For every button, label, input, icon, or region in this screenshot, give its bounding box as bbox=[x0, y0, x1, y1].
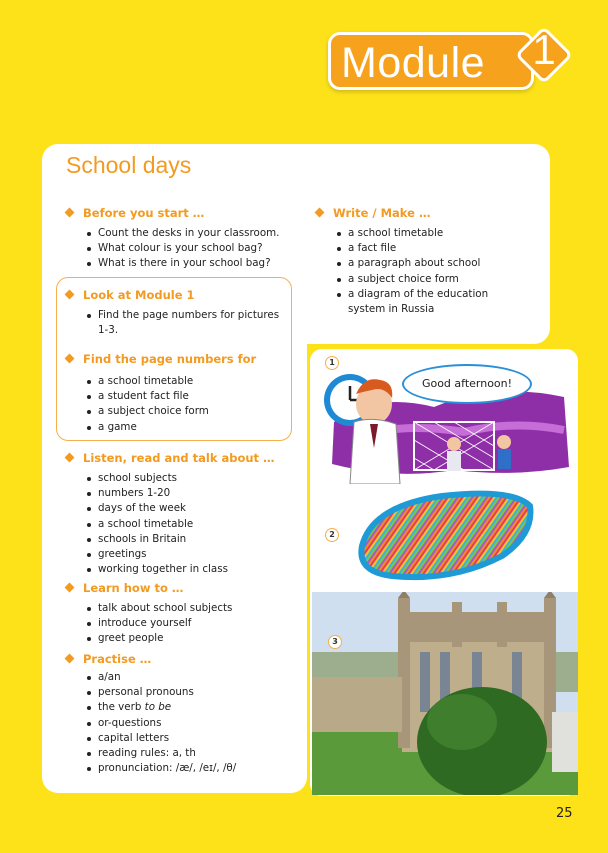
pencil-case-illustration bbox=[352, 486, 537, 584]
list-item: Count the desks in your classroom. bbox=[86, 226, 296, 241]
list-item: days of the week bbox=[86, 501, 296, 516]
verb-italic: to be bbox=[144, 701, 172, 714]
heading-text: Look at Module 1 bbox=[83, 288, 195, 302]
list-item: personal pronouns bbox=[86, 685, 296, 700]
section-heading bbox=[66, 286, 284, 304]
list-item bbox=[86, 700, 296, 715]
list-item: a diagram of the education system in Russia bbox=[336, 287, 526, 317]
list-item: school subjects bbox=[86, 471, 296, 486]
college-photo-illustration bbox=[312, 592, 578, 795]
list-item: numbers 1-20 bbox=[86, 486, 296, 501]
list-item: a school timetable bbox=[336, 226, 526, 241]
picture-number-badge: 1 bbox=[325, 356, 339, 370]
list-item: a student fact file bbox=[86, 389, 284, 404]
list-item: a school timetable bbox=[86, 517, 296, 532]
section-find-page-numbers bbox=[66, 350, 284, 435]
item-list bbox=[66, 308, 284, 338]
module-number-diamond bbox=[512, 23, 576, 87]
list-item: introduce yourself bbox=[86, 616, 296, 631]
heading-text: Before you start … bbox=[83, 206, 205, 220]
list-item: a subject choice form bbox=[336, 272, 526, 287]
picture-number-badge: 3 bbox=[328, 635, 342, 649]
list-item: a subject choice form bbox=[86, 404, 284, 419]
heading-text: Write / Make … bbox=[333, 206, 431, 220]
item-list bbox=[66, 601, 296, 647]
list-item: Find the page numbers for pictures 1-3. bbox=[86, 308, 284, 338]
speech-bubble: Good afternoon! bbox=[402, 364, 532, 404]
list-item: What colour is your school bag? bbox=[86, 241, 296, 256]
picture-number-badge: 2 bbox=[325, 528, 339, 542]
page-title: School days bbox=[66, 152, 192, 178]
list-item: What is there in your school bag? bbox=[86, 256, 296, 271]
list-item: working together in class bbox=[86, 562, 296, 577]
list-item: a game bbox=[86, 420, 284, 435]
module-number: 1 bbox=[532, 26, 556, 73]
diamond-bullet-icon bbox=[66, 655, 74, 663]
list-item: reading rules: a, th bbox=[86, 746, 296, 761]
section-heading bbox=[66, 579, 296, 597]
section-heading bbox=[66, 449, 296, 467]
module-word: Module bbox=[341, 39, 486, 87]
list-item: or-questions bbox=[86, 716, 296, 731]
list-item: talk about school subjects bbox=[86, 601, 296, 616]
list-item: a/an bbox=[86, 670, 296, 685]
section-practise bbox=[66, 650, 296, 776]
section-heading bbox=[66, 350, 284, 368]
diamond-bullet-icon bbox=[316, 209, 324, 217]
list-item: a fact file bbox=[336, 241, 526, 256]
item-list bbox=[316, 226, 526, 317]
section-heading bbox=[316, 204, 526, 222]
list-item: a paragraph about school bbox=[336, 256, 526, 271]
list-item: schools in Britain bbox=[86, 532, 296, 547]
heading-text: Learn how to … bbox=[83, 581, 184, 595]
module-pill bbox=[328, 32, 534, 90]
diamond-bullet-icon bbox=[66, 454, 74, 462]
diamond-bullet-icon bbox=[66, 584, 74, 592]
diamond-bullet-icon bbox=[66, 355, 74, 363]
list-item: capital letters bbox=[86, 731, 296, 746]
verb-text: the verb bbox=[98, 701, 145, 714]
list-item: a school timetable bbox=[86, 374, 284, 389]
section-look-at-module bbox=[66, 286, 284, 338]
page-number: 25 bbox=[556, 806, 573, 821]
item-list bbox=[66, 670, 296, 776]
module-badge bbox=[328, 22, 578, 92]
section-before-you-start bbox=[66, 204, 296, 272]
diamond-bullet-icon bbox=[66, 291, 74, 299]
list-item: greet people bbox=[86, 631, 296, 646]
section-heading bbox=[66, 650, 296, 668]
section-write-make bbox=[316, 204, 526, 317]
heading-text: Practise … bbox=[83, 652, 152, 666]
item-list bbox=[66, 374, 284, 435]
list-item: pronunciation: /æ/, /eɪ/, /θ/ bbox=[86, 761, 296, 776]
list-item: greetings bbox=[86, 547, 296, 562]
section-heading bbox=[66, 204, 296, 222]
heading-text: Find the page numbers for bbox=[83, 352, 257, 366]
section-learn-how-to bbox=[66, 579, 296, 647]
heading-text: Listen, read and talk about … bbox=[83, 451, 275, 465]
item-list bbox=[66, 226, 296, 272]
diamond-bullet-icon bbox=[66, 209, 74, 217]
item-list bbox=[66, 471, 296, 577]
section-listen-read-talk bbox=[66, 449, 296, 577]
